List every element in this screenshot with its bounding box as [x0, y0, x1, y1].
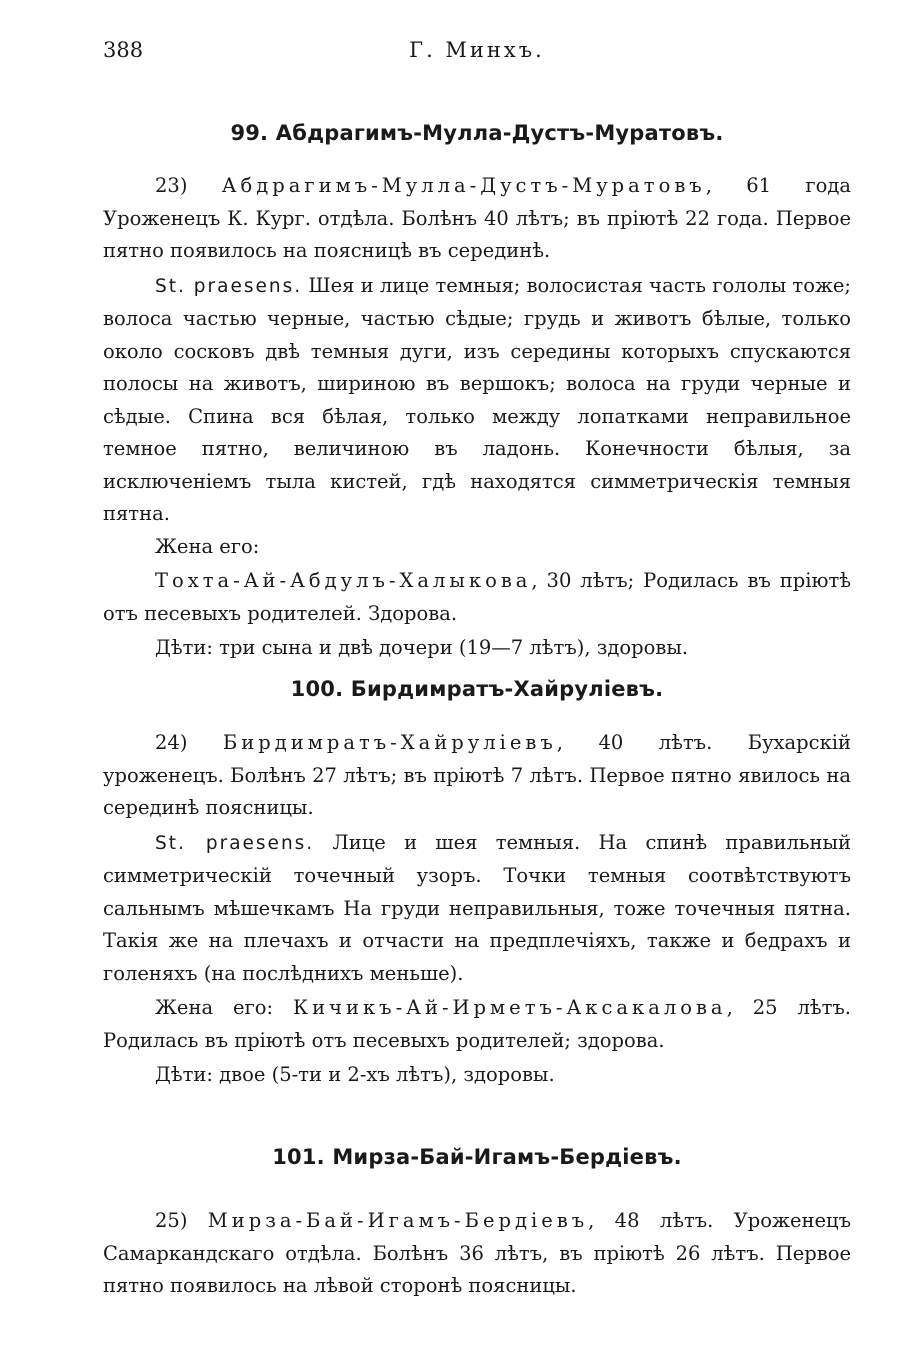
status-praesens-label: St. praesens. — [155, 275, 303, 297]
wife-name: Тохта-Ай-Абдулъ-Халыкова — [155, 569, 532, 592]
children-paragraph: Дѣти: двое (5-ти и 2-хъ лѣтъ), здоровы. — [155, 1063, 555, 1086]
case-history: , 40 лѣтъ. Бухарскій уроженецъ. Болѣнъ 27 лѣтъ; въ пріютѣ 7 лѣтъ. Первое пятно явилось на серединѣ поясницы. — [103, 731, 851, 819]
status-praesens-label: St. praesens. — [155, 832, 315, 854]
section-101-body — [103, 1205, 851, 1303]
children-paragraph: Дѣти: три сына и двѣ дочери (19—7 лѣтъ), здоровы. — [155, 636, 689, 659]
wife-details: , 25 лѣтъ. Родилась въ пріютѣ отъ песевыхъ родителей; здорова. — [103, 996, 851, 1052]
case-number: 24) — [155, 731, 188, 754]
wife-name: Кичикъ-Ай-Ирметъ-Аксакалова — [293, 996, 727, 1019]
wife-label: Жена его: — [155, 534, 260, 558]
status-text: Лице и шея темныя. На спинѣ правильный симметрическій точечный узоръ. Точки темныя соотвѣтствуютъ сальнымъ мѣшечкамъ На груди неправильныя, тоже точечныя пятна. Такія же на плечахъ и отчасти на предплечіяхъ, также и бедрахъ и голеняхъ (на послѣднихъ меньше). — [103, 830, 852, 985]
wife-paragraph — [103, 565, 851, 630]
wife-details: , 30 лѣтъ; Родилась въ пріютѣ отъ песевыхъ родителей. Здорова. — [103, 569, 851, 625]
running-title: Г. Минхъ. — [409, 38, 545, 62]
wife-label: Жена его: — [155, 996, 294, 1019]
section-heading-101: 101. Мирза-Бай-Игамъ-Бердіевъ. — [272, 1145, 682, 1169]
status-text: Шея и лице темныя; волосистая часть гололы тоже; волоса частью черные, частью сѣдые; грудь и животъ бѣлые, только около сосковъ двѣ темныя дуги, изъ середины которыхъ спускаются полосы на животъ, шириною въ вершокъ; волоса на груди черные и сѣдые. Спина вся бѣлая, только между лопатками неправильное темное пятно, величиною въ ладонь. Конечности бѣлыя, за исключеніемъ тыла кистей, гдѣ находятся симметрическія темныя пятна. — [103, 273, 852, 525]
patient-name: Бирдимратъ-Хайруліевъ — [222, 731, 557, 754]
case-history: , 48 лѣтъ. Уроженецъ Самаркандскаго отдѣла. Болѣнъ 36 лѣтъ, въ пріютѣ 26 лѣтъ. Первое пятно появилось на лѣвой сторонѣ поясницы. — [103, 1209, 851, 1297]
section-100-body — [103, 727, 851, 1092]
section-99-body — [103, 170, 851, 665]
patient-name: Мирза-Бай-Игамъ-Бердіевъ — [207, 1209, 589, 1232]
wife-paragraph — [103, 992, 851, 1057]
status-paragraph — [103, 270, 851, 531]
section-heading-99: 99. Абдрагимъ-Мулла-Дустъ-Муратовъ. — [230, 121, 724, 145]
case-number: 25) — [155, 1209, 188, 1232]
status-paragraph — [103, 827, 851, 991]
case-paragraph — [103, 1205, 851, 1303]
page-number: 388 — [103, 38, 144, 62]
running-head — [103, 38, 851, 68]
case-number: 23) — [155, 174, 188, 197]
case-paragraph — [103, 727, 851, 825]
section-heading-100: 100. Бирдимратъ-Хайруліевъ. — [290, 677, 664, 701]
patient-name: Абдрагимъ-Мулла-Дустъ-Муратовъ — [221, 174, 706, 197]
case-history: , 61 года Уроженецъ К. Кург. отдѣла. Болѣнъ 40 лѣтъ; въ пріютѣ 22 года. Первое пятно появилось на поясницѣ въ серединѣ. — [103, 174, 852, 262]
case-paragraph — [103, 170, 851, 268]
